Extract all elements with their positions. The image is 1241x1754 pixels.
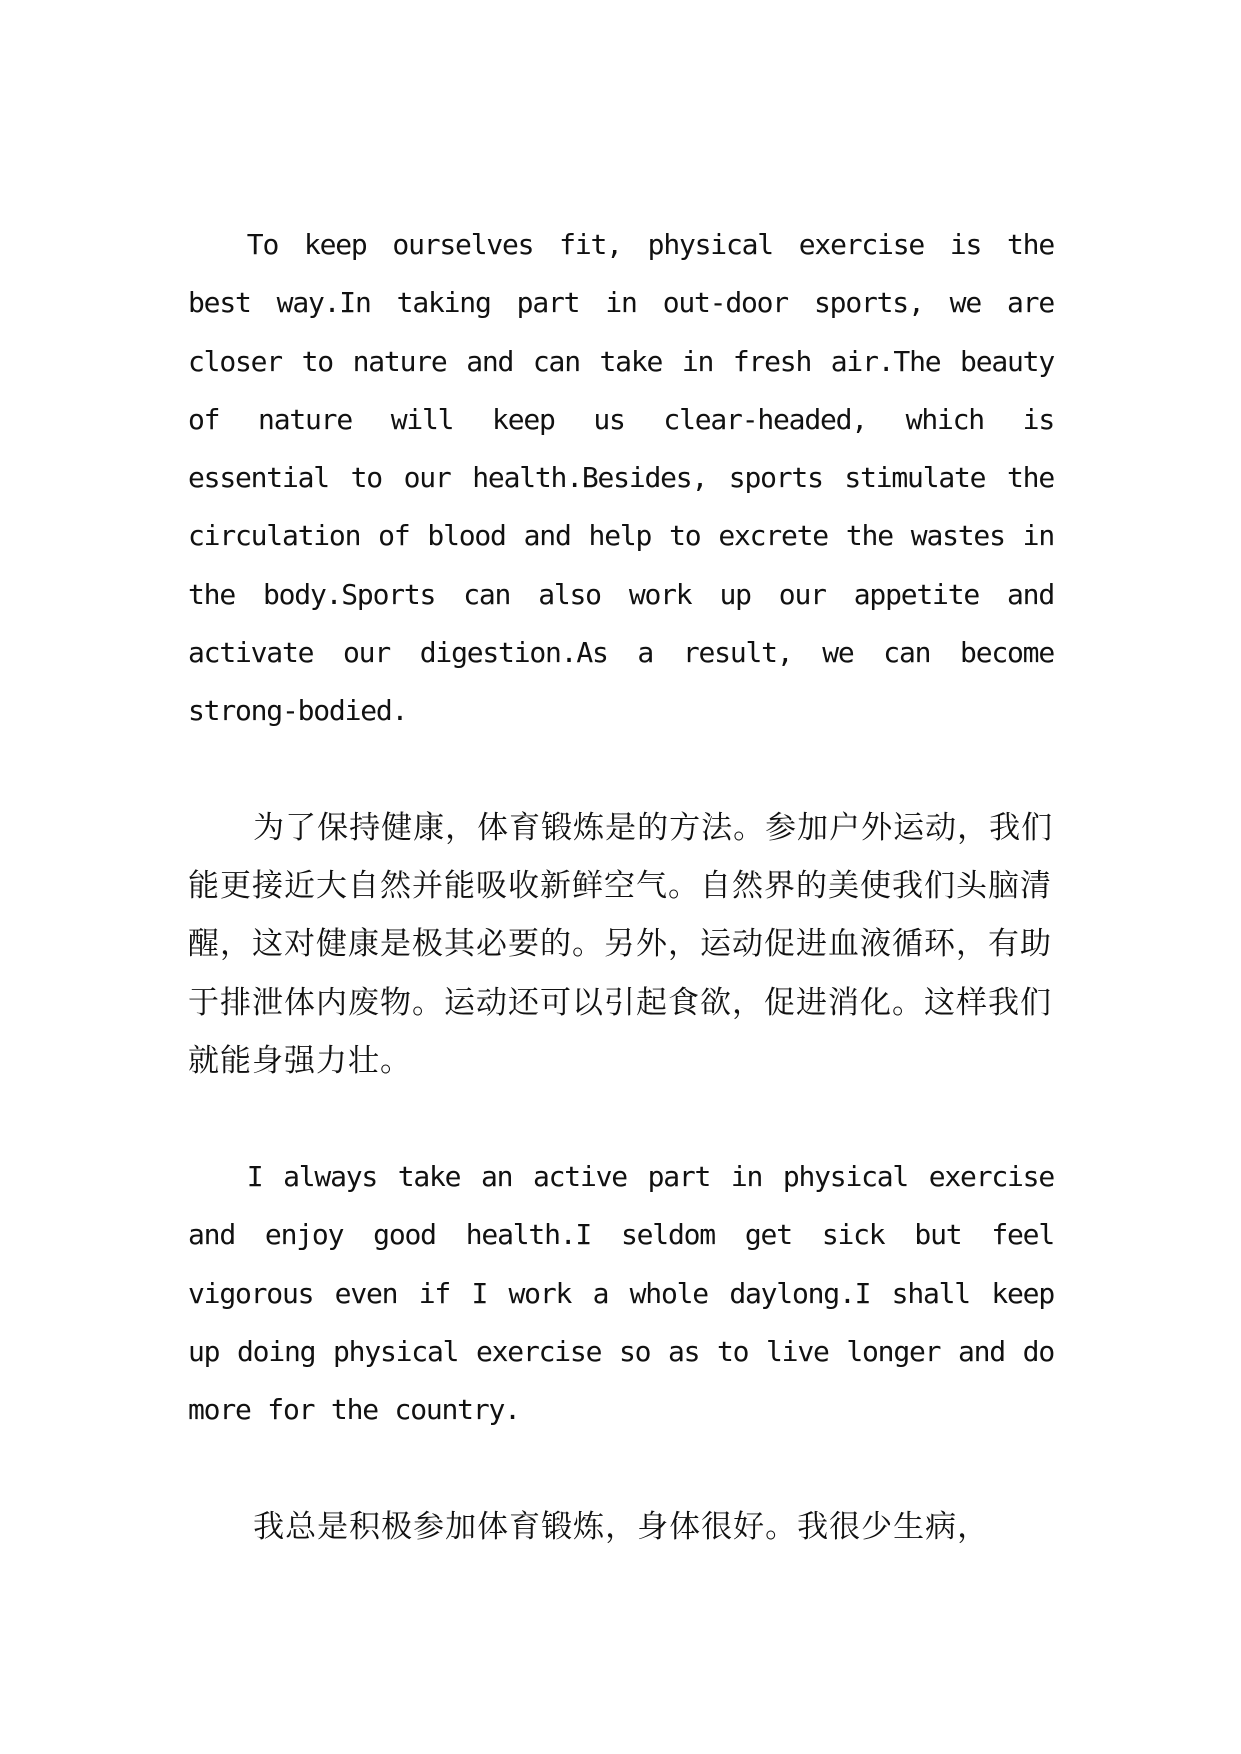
paragraph-gap — [188, 1440, 1054, 1498]
paragraph-gap — [188, 1090, 1054, 1148]
paragraph-gap — [188, 741, 1054, 799]
paragraph-chinese-2: 我总是积极参加体育锻炼，身体很好。我很少生病， — [253, 1508, 990, 1545]
paragraph-english-1: To keep ourselves fit, physical exercise is the best way.In taking part in out-door sports, we are closer to nature and can take in fresh air.The beauty of nature will keep us clear-headed, which is essential to our health.Besides, sports stimulate the circulation of blood and help to excrete the wastes in the body.Sports can also work up our appetite and activate our digestion.As a result, we can become strong-bodied. — [188, 228, 1054, 728]
document-body — [188, 216, 1054, 1556]
paragraph-english-2: I always take an active part in physical exercise and enjoy good health.I seldom get sick but feel vigorous even if I work a whole daylong.I shall keep up doing physical exercise so as to live longer and do more for the country. — [188, 1160, 1054, 1427]
paragraph-chinese-1: 为了保持健康，体育锻炼是的方法。参加户外运动，我们能更接近大自然并能吸收新鲜空气。自然界的美使我们头脑清醒，这对健康是极其必要的。另外，运动促进血液循环，有助于排泄体内废物。运动还可以引起食欲，促进消化。这样我们就能身强力壮。 — [188, 809, 1054, 1079]
